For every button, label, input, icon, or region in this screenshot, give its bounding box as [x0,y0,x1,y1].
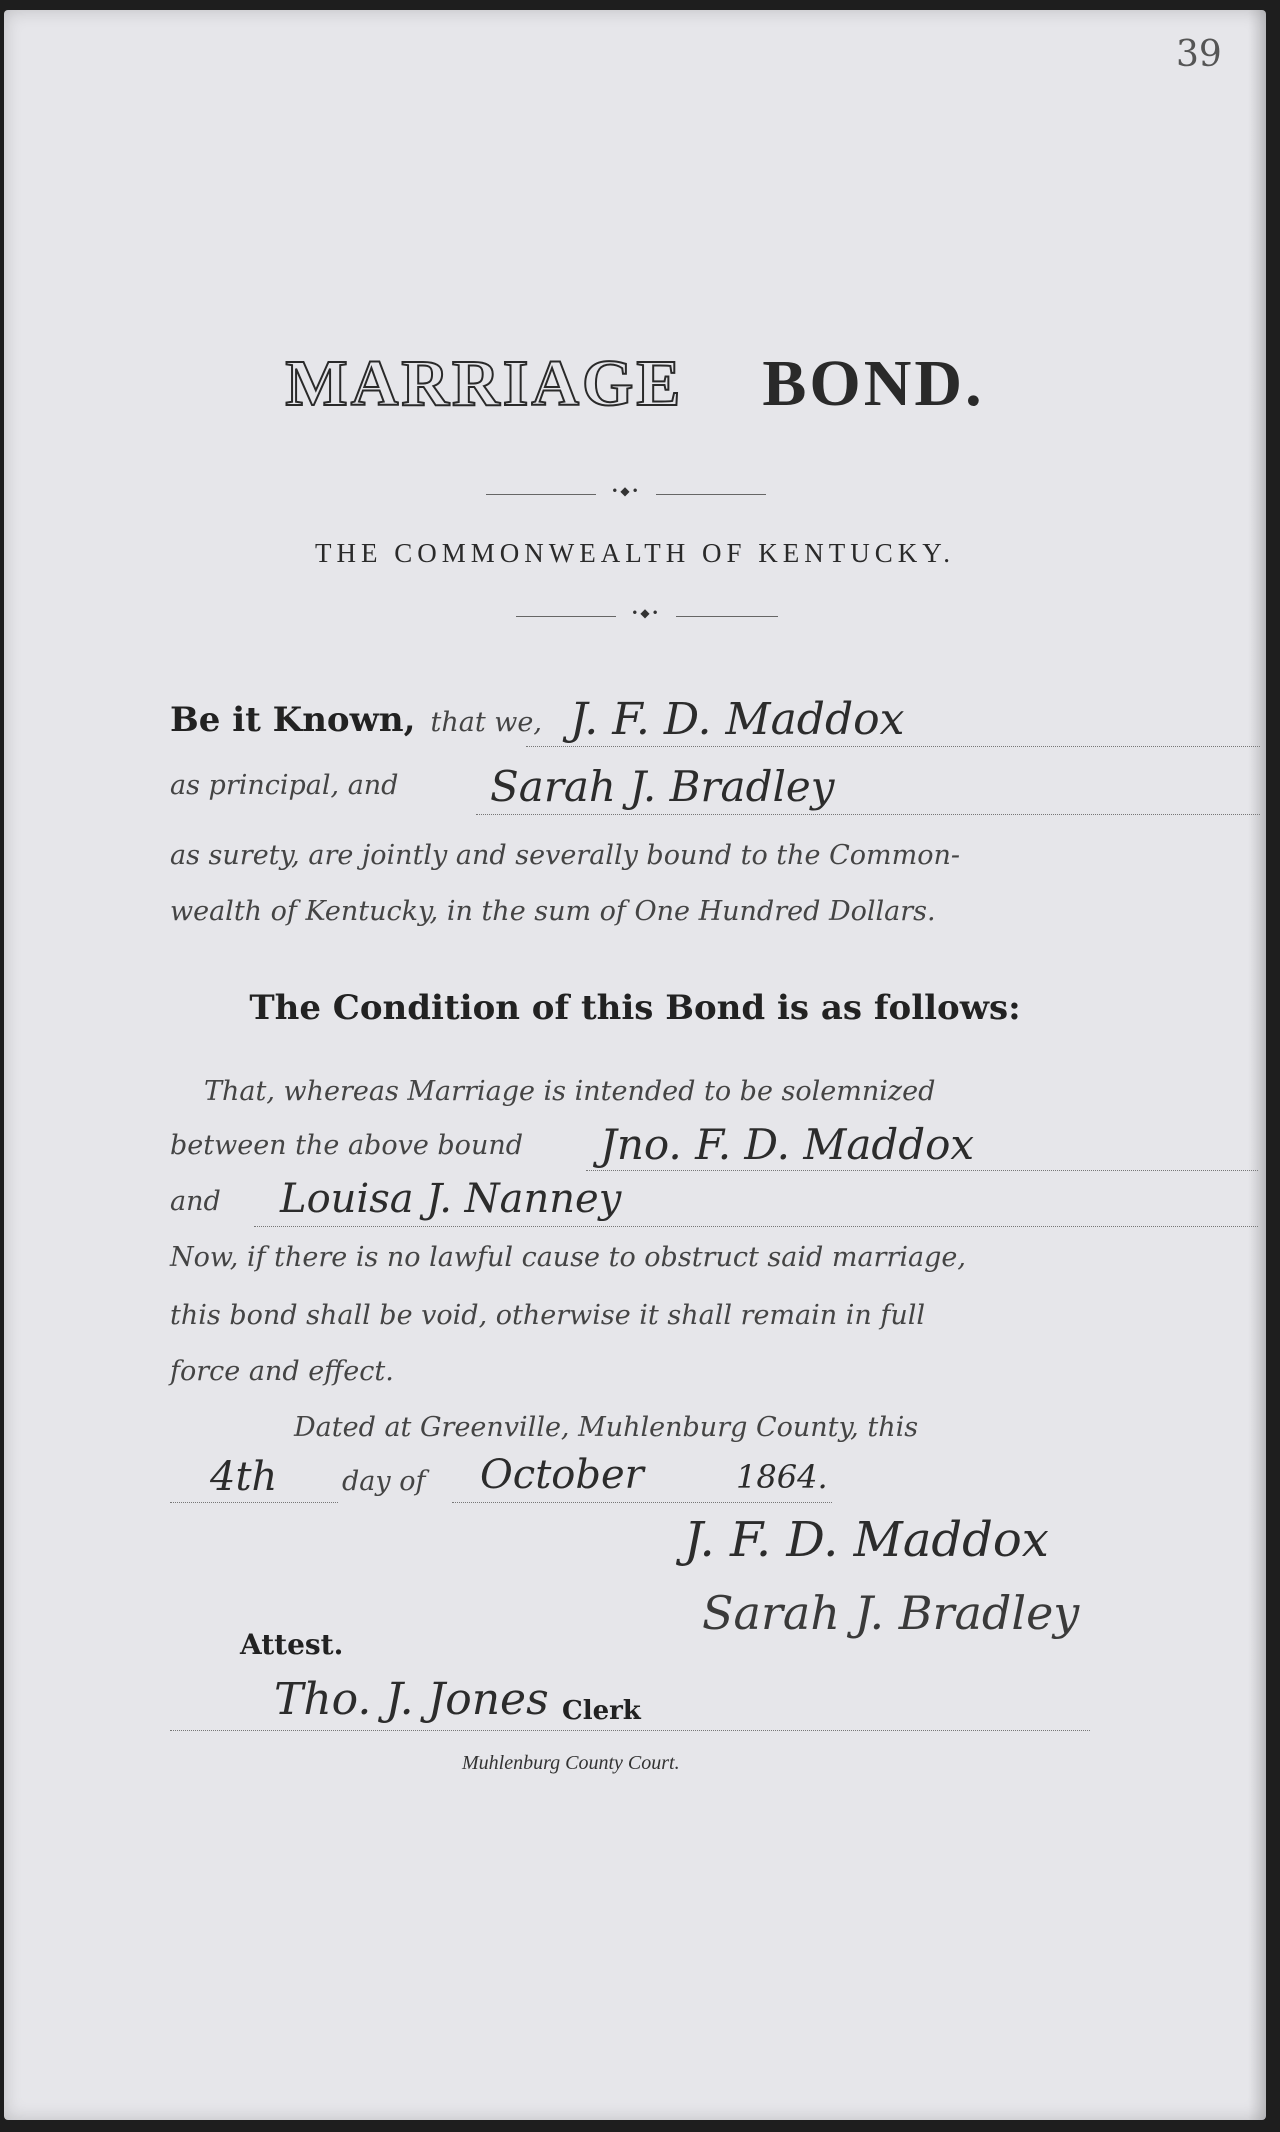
day-fill-line [170,1502,338,1503]
date-fill-line [170,1452,1090,1514]
title-word-bond: BOND. [762,347,985,420]
county-court-text: Muhlenburg County Court. [462,1752,680,1774]
principal-signature: J. F. D. Maddox [684,1512,1049,1568]
bride-fill-line [254,1226,1258,1227]
as-principal-text: as principal, and [170,770,399,801]
document-title [4,346,1266,422]
document-page: 39 MARRIAGE BOND. •◆• THE COMMONWEALTH OF KENTUCKY. •◆• Be it Known, that we, J. F. D. Maddox as principal, and Sarah J. Bradley as surety, are jointly and severally bound to the Common- wealth of Kentucky, in the sum of One Hundred Dollars. The Condition of this Bond is as follows: That, whereas Marriage is intended to be solemnized between the above bound Jno. F. D. Maddox and Louisa J. Nanney Now, if there is no lawful cause to obstruct said marriage, this bond shall be void, otherwise it shall remain in full force and effect. Dated at Greenville, Muhlenburg County, this 4th day of October 1864. J. F. D. Maddox Sarah J. Bradley Attest. Tho. J. Jones Clerk Muhlenburg County Court. [4,10,1266,2120]
day-value: 4th [210,1454,278,1500]
clerk-fill-line [170,1730,1090,1731]
year-value: 1864. [736,1458,828,1496]
condition-heading: The Condition of this Bond is as follows: [249,988,1021,1028]
surety-signature: Sarah J. Bradley [702,1586,1080,1640]
be-it-known-label: Be it Known, [170,700,416,740]
surety-name: Sarah J. Bradley [490,762,835,811]
day-of-text: day of [342,1466,426,1497]
and-text: and [170,1186,221,1217]
groom-line [170,1120,1090,1180]
attest-label: Attest. [240,1628,344,1661]
sum-text: wealth of Kentucky, in the sum of One Hundred Dollars. [170,896,936,927]
page-edge-shadow [1248,10,1266,2120]
clerk-label: Clerk [562,1696,641,1726]
page-number: 39 [1176,34,1222,75]
groom-fill-line [586,1170,1258,1171]
month-value: October [480,1452,644,1498]
condition-line-4: Now, if there is no lawful cause to obstruct said marriage, [170,1242,966,1273]
title-word-marriage: MARRIAGE [285,347,684,420]
clerk-line [170,1674,1090,1734]
principal-name: J. F. D. Maddox [570,694,905,745]
that-we-text: that we, [430,707,542,738]
condition-line-1: That, whereas Marriage is intended to be solemnized [204,1076,936,1107]
principal-and-surety-line [170,762,1090,820]
bride-line [170,1176,1090,1236]
condition-line-5: this bond shall be void, otherwise it shall remain in full [170,1300,925,1331]
principal-fill-line [526,746,1260,747]
condition-line-6: force and effect. [170,1356,394,1387]
bride-name: Louisa J. Nanney [280,1176,622,1222]
month-fill-line [452,1502,832,1503]
clerk-signature: Tho. J. Jones [274,1674,549,1725]
dated-line: Dated at Greenville, Muhlenburg County, this [294,1412,919,1443]
between-text: between the above bound [170,1130,524,1161]
groom-name: Jno. F. D. Maddox [600,1120,975,1169]
be-it-known-line [170,694,1090,750]
commonwealth-heading: THE COMMONWEALTH OF KENTUCKY. [314,538,955,568]
surety-bound-text: as surety, are jointly and severally bound to the Common- [170,840,960,871]
surety-fill-line [476,814,1260,815]
